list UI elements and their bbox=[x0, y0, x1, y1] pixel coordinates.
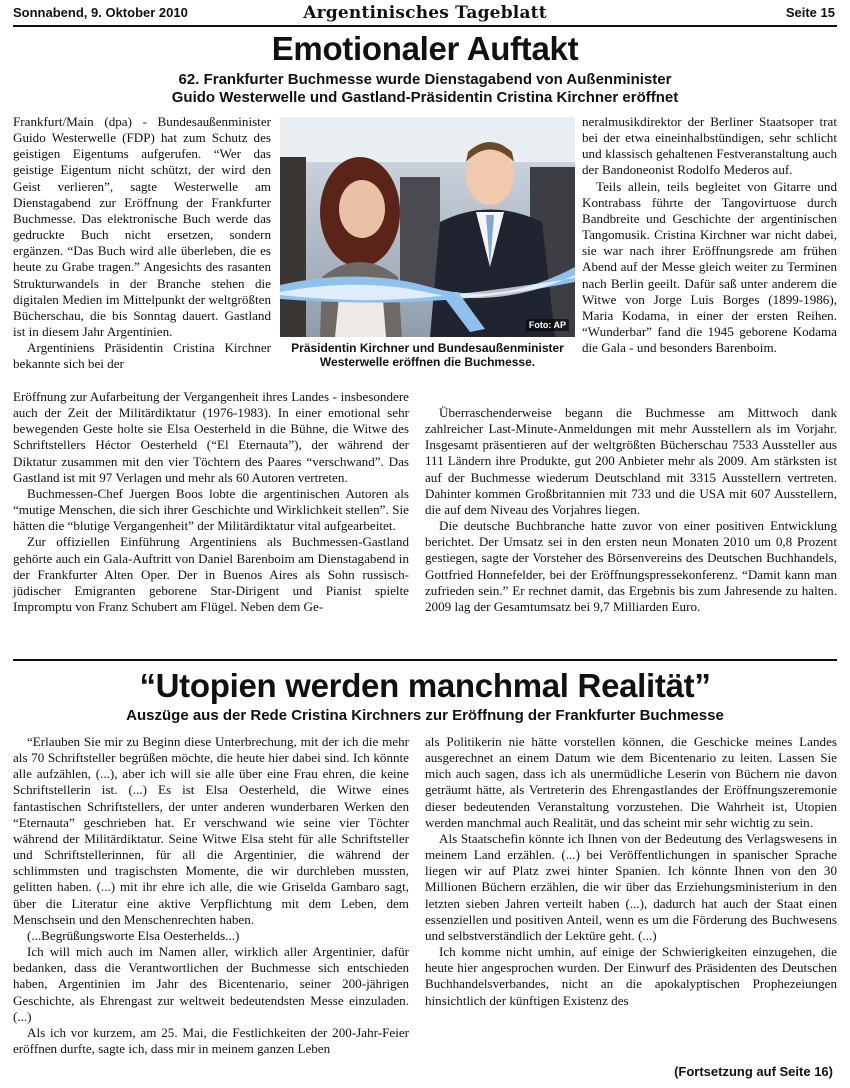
photo-caption bbox=[280, 341, 575, 369]
article1-paragraph: Frankfurt/Main (dpa) - Bundesaußenminister Guido Westerwelle (FDP) hat zum Schutz des geistigen Eigentums aufgerufen. “Wer das geistige Eigentum nicht schützt, der wird den Geist verlieren”, sagte Westerwelle am Dienstagabend zur Eröffnung der Frankfurter Buchmesse. Das elektronische Buch werde das gedruckte Buch nicht ersetzen, sondern ergänzen. “Das Buch wird alle überleben, die es heute zu Grabe tragen.” Angesichts des rasanten Strukturwandels in der Branche stehen die digitalen Medien im Mittelpunkt der weltgrößten Bücherschau, die bis Sonntag dauert. Gastland ist in diesem Jahr Argentinien. bbox=[13, 114, 271, 340]
news-photo bbox=[280, 117, 575, 337]
article2-paragraph: “Erlauben Sie mir zu Beginn diese Unterbrechung, mit der ich die mehr als 70 Schriftsteller begrüßen möchte, die heute hier dabei sind. Ich könnte alle aufzählen, (...), aber ich will sie alle über eine Frau ehren, die keine Schriftstellerin ist. (...) Es ist Elsa Oesterheld, die Witwe eines fantastischen Schriftstellers, der unter anderen wunderbaren Werken den “Eternauta” geschrieben hat. Er verschwand wie seine vier Töchter während der Militärdiktatur. Seine Witwe Elsa steht für alle Schriftsteller und Schriftstellerinnen, für all die Argentinier, die während der schlimmsten und tragischsten Momente, die wir durchleben mussten, gelitten haben. (...) mit ihr ehre ich alle, die wie Griselda Gambaro sagt, über die Literatur eine aktive Verpflichtung mit dem Leben, dem Menschsein und den Menschenrechten haben. bbox=[13, 734, 409, 927]
article1-paragraph: Argentiniens Präsidentin Cristina Kirchner bekannte sich bei der bbox=[13, 340, 271, 372]
photo-illustration bbox=[280, 117, 575, 337]
newspaper-page bbox=[13, 0, 837, 1088]
article1-paragraph: Buchmessen-Chef Juergen Boos lobte die argentinischen Autoren als “mutige Menschen, die sich ihrer Geschichte und Wirklichkeit stellen”. Sie hätten die “blutige Vergangenheit” der Militärdiktatur vital aufgearbeitet. bbox=[13, 485, 409, 534]
newspaper-name: Argentinisches Tageblatt bbox=[303, 3, 547, 23]
article2-subheadline: Auszüge aus der Rede Cristina Kirchners zur Eröffnung der Frankfurter Buchmesse bbox=[126, 707, 724, 724]
article1-paragraph: Zur offiziellen Einführung Argentiniens als Buchmessen-Gastland gehörte auch ein Gala-Auftritt von Daniel Barenboim am Dienstagabend in der Frankfurter Alten Oper. Der in Buenos Aires als Sohn russisch-jüdischer Emigranten geborene Star-Dirigent und Pianist spielte Impromptu von Franz Schubert am Flügel. Neben dem Ge- bbox=[13, 534, 409, 615]
article1-paragraph: Die deutsche Buchbranche hatte zuvor von einer positiven Entwicklung berichtet. Der Umsatz sei in den ersten neun Monaten 2010 um 0,8 Prozent gestiegen, sagte der Vorsteher des Börsenvereins des Deutschen Buchhandels, Gottfried Honnefelder, bei der Eröffnungspressekonferenz. “Damit kann man zufrieden sein.” Er rechnet damit, das Ergebnis bis zum Jahresende zu halten. 2009 lag der Gesamtumsatz bei 9,7 Milliarden Euro. bbox=[425, 518, 837, 614]
article2-paragraph: Ich will mich auch im Namen aller, wirklich aller Argentinier, dafür bedanken, dass die Verantwortlichen der Buchmesse sich entschieden haben, Argentinien im Jahr des Bicentenario, seiner 200-jährigen Geschichte, als Ehrengast zur weltweit bedeutendsten Messe einzuladen. (...) bbox=[13, 944, 409, 1024]
article1-paragraph: Teils allein, teils begleitet von Gitarre und Kontrabass führte der Tangovirtuose durch Bandbreite und Geschichte der argentinischen Tangomusik. Cristina Kirchner war nicht dabei, sie war nach ihrer Eröffnungsrede am frühen Abend auf der Messe gleich weiter zu Terminen nach Berlin geeilt. Dafür saß unter anderem die Witwe von Jorge Luis Borges (1899-1986), Maria Kodama, in einer der ersten Reihen. “Wunderbar” fand die 1945 geborene Kodama die Gala - und besonders Barenboim. bbox=[582, 178, 837, 356]
continued-note: (Fortsetzung auf Seite 16) bbox=[674, 1064, 833, 1079]
article1-column34 bbox=[425, 405, 837, 615]
photo-caption-line2: Westerwelle eröffnen die Buchmesse. bbox=[319, 355, 536, 369]
article1-column12 bbox=[13, 389, 409, 615]
article2-column-right bbox=[425, 734, 837, 1009]
article1-column1 bbox=[13, 114, 271, 373]
article1-column3 bbox=[582, 114, 837, 356]
article2-paragraph: Als Staatschefin könnte ich Ihnen von der Bedeutung des Verlagswesens in meinem Land erzählen. (...) bei Veröffentlichungen in spanischer Sprache liegen wir auf Platz zwei hinter Spanien. Ich könnte Ihnen von den 30 Millionen Büchern erzählen, die wir über das Erziehungsministerium in den letzten sieben Jahren verteilt haben (...), dadurch hat auch der Staat einen essenziellen und positiven Anteil, wenn es um die Förderung des Buchwesens und selbstverständlich der Lektüre geht. (...) bbox=[425, 830, 837, 943]
article1-subheadline-line2: Guido Westerwelle und Gastland-Präsidentin Cristina Kirchner eröffnet bbox=[171, 89, 679, 106]
masthead bbox=[13, 3, 837, 25]
article1-paragraph: Überraschenderweise begann die Buchmesse am Mittwoch dank zahlreicher Last-Minute-Anmeldungen mit mehr Ausstellern als im Vorjahr. Insgesamt präsentieren auf der weltgrößten Bücherschau 7533 Aussteller aus 111 Ländern ihre Produkte, gut 200 Anbieter mehr als 2009. Am stärksten ist auf der Buchmesse wiederum Deutschland mit 3315 Ausstellern vertreten. Dahinter kommen Großbritannien mit 733 und die USA mit 607 Ausstellern, die auf dem Niveau des Vorjahres liegen. bbox=[425, 405, 837, 517]
article2-paragraph: als Politikerin nie hätte vorstellen können, die Geschicke meines Landes ausgerechnet an einem Datum wie dem Bicentenario zu leiten. Lassen Sie mich auch sagen, dass ich als unermüdliche Leserin von Büchern nie davon geträumt hätte, als Vertreterin des Ehrengastlandes der Eröffnungszeremonie dieser bedeutenden Veranstaltung vorzustehen. Die Wahrheit ist, Utopien werden manchmal auch Realität, und das scheint mir sehr wichtig zu sein. bbox=[425, 734, 837, 830]
section-rule bbox=[13, 659, 837, 661]
header-rule bbox=[13, 25, 837, 27]
article2-paragraph: Als ich vor kurzem, am 25. Mai, die Festlichkeiten der 200-Jahr-Feier eröffnen durfte, sagte ich, dass mir in meinem ganzen Leben bbox=[13, 1024, 409, 1056]
article1-paragraph: neralmusikdirektor der Berliner Staatsoper trat bei der etwa eineinhalbstündigen, sehr schlicht und klassisch gehaltenen Festveranstaltung auch der Bandoneonist Rodolfo Mederos auf. bbox=[582, 114, 837, 178]
article2-paragraph: (...Begrüßungsworte Elsa Oesterhelds...) bbox=[27, 927, 240, 943]
article2-paragraph: Ich komme nicht umhin, auf einige der Schwierigkeiten einzugehen, die heute hier angesprochen wurden. Der Einwurf des Präsidenten des Deutschen Buchhandelsverbandes, nicht an die apokalyptischen Prophezeiungen hinsichtlich der künftigen Existenz des bbox=[425, 944, 837, 1008]
photo-credit: Foto: AP bbox=[526, 319, 569, 331]
article2-column-left bbox=[13, 734, 409, 1057]
article2-headline: “Utopien werden manchmal Realität” bbox=[139, 667, 711, 704]
article1-paragraph: Eröffnung zur Aufarbeitung der Vergangenheit ihres Landes - insbesondere auch der Zeit der Militärdiktatur (1976-1983). In einer emotional sehr bewegenden Geste holte sie Elsa Oesterheld in die Bühne, die Witwe des Schriftstellers Héctor Oesterheld (“El Eternauta”), der während der Diktatur zusammen mit den vier Töchtern des Paares “verschwand”. Das Gastland ist mit 97 Verlagen und mehr als 60 Autoren vertreten. bbox=[13, 389, 409, 485]
article1-subheadline bbox=[13, 71, 837, 107]
article1-headline: Emotionaler Auftakt bbox=[271, 30, 579, 67]
photo-caption-line1: Präsidentin Kirchner und Bundesaußenminister bbox=[291, 341, 564, 355]
page-number: Seite 15 bbox=[785, 5, 835, 20]
issue-date: Sonnabend, 9. Oktober 2010 bbox=[13, 5, 188, 20]
article1-subheadline-line1: 62. Frankfurter Buchmesse wurde Dienstagabend von Außenminister bbox=[178, 71, 672, 88]
